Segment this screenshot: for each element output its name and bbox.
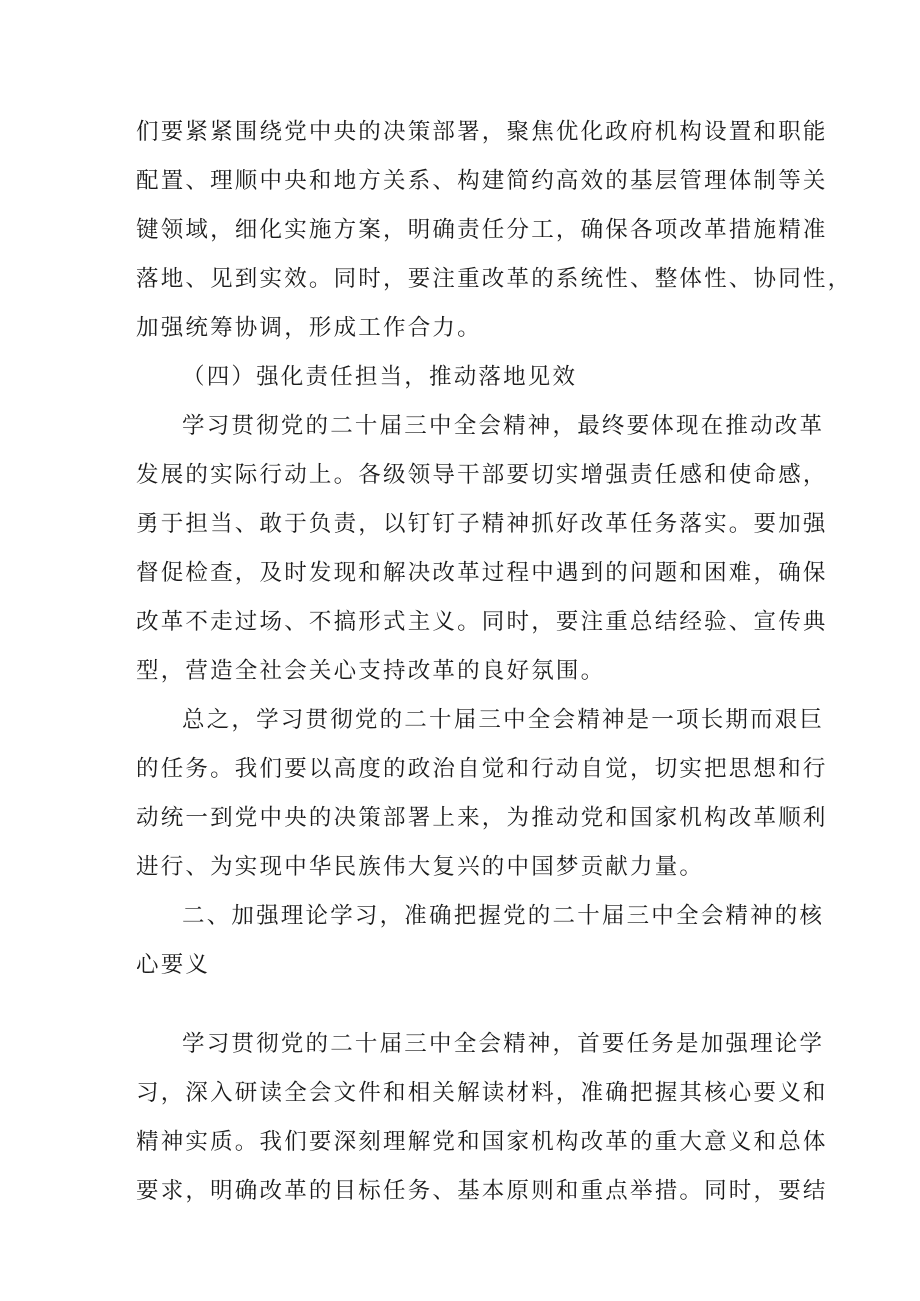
text-line: 督促检查，及时发现和解决改革过程中遇到的问题和困难，确保: [136, 560, 828, 586]
document-body: [136, 108, 853, 1216]
text-line: 配置、理顺中央和地方关系、构建简约高效的基层管理体制等关: [136, 168, 828, 194]
text-line: 学习贯彻党的二十届三中全会精神，首要任务是加强理论学: [182, 1031, 825, 1057]
text-line: 习，深入研读全会文件和相关解读材料，准确把握其核心要义和: [136, 1080, 828, 1106]
spacer: [136, 990, 792, 1020]
text-line: 落地、见到实效。同时，要注重改革的系统性、整体性、协同性，: [136, 266, 853, 292]
heading-line: 二、加强理论学习，准确把握党的二十届三中全会精神的核: [182, 903, 825, 929]
text-line: 要求，明确改革的目标任务、基本原则和重点举措。同时，要结: [136, 1178, 828, 1204]
text-line: 动统一到党中央的决策部署上来，为推动党和国家机构改革顺利: [136, 805, 828, 831]
text-line: 的任务。我们要以高度的政治自觉和行动自觉，切实把思想和行: [136, 756, 828, 782]
text-line: 发展的实际行动上。各级领导干部要切实增强责任感和使命感，: [136, 462, 828, 488]
text-line: 勇于担当、敢于负责，以钉钉子精神抓好改革任务落实。要加强: [136, 511, 828, 537]
section-heading-4: （四）强化责任担当，推动落地见效: [182, 364, 578, 390]
text-line: 们要紧紧围绕党中央的决策部署，聚焦优化政府机构设置和职能: [136, 119, 828, 145]
text-line: 键领域，细化实施方案，明确责任分工，确保各项改革措施精准: [136, 217, 828, 243]
paragraph-theory-study: [136, 1020, 828, 1216]
heading-line: 心要义: [136, 952, 211, 978]
text-line: 精神实质。我们要深刻理解党和国家机构改革的重大意义和总体: [136, 1129, 828, 1155]
text-line: 型，营造全社会关心支持改革的良好氛围。: [136, 658, 606, 684]
text-line: 总之，学习贯彻党的二十届三中全会精神是一项长期而艰巨: [182, 707, 825, 733]
text-line: 加强统筹协调，形成工作合力。: [136, 315, 482, 341]
section-heading-2: [136, 892, 825, 990]
paragraph-summary: [136, 696, 828, 892]
paragraph-continuation: [136, 108, 853, 353]
text-line: 进行、为实现中华民族伟大复兴的中国梦贡献力量。: [136, 854, 705, 880]
text-line: 改革不走过场、不搞形式主义。同时，要注重总结经验、宣传典: [136, 609, 828, 635]
text-line: 学习贯彻党的二十届三中全会精神，最终要体现在推动改革: [182, 413, 825, 439]
paragraph-responsibility: [136, 402, 828, 696]
